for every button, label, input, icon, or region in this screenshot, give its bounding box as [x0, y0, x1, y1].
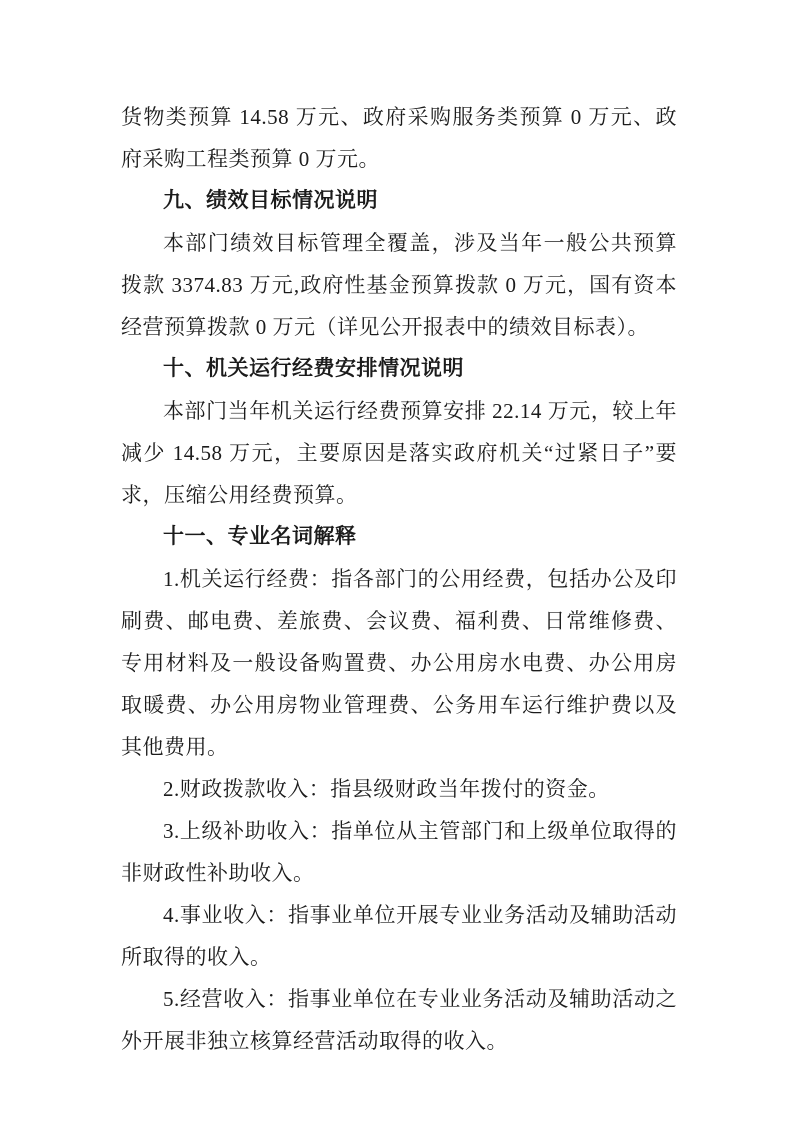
paragraph-performance-targets: 本部门绩效目标管理全覆盖，涉及当年一般公共预算拨款 3374.83 万元,政府性基金预算拨款 0 万元，国有资本经营预算拨款 0 万元（详见公开报表中的绩效目标表）。: [121, 231, 677, 339]
section-heading-ten-operating-funds: 十、机关运行经费安排情况说明: [163, 357, 464, 380]
paragraph-procurement-continuation: 货物类预算 14.58 万元、政府采购服务类预算 0 万元、政府采购工程类预算 0 万元。: [121, 105, 677, 171]
paragraph-term-4-institutional-income: 4.事业收入：指事业单位开展专业业务活动及辅助活动所取得的收入。: [121, 903, 677, 969]
paragraph-term-2-fiscal-appropriation-income: 2.财政拨款收入：指县级财政当年拨付的资金。: [163, 777, 610, 801]
paragraph-operating-funds: 本部门当年机关运行经费预算安排 22.14 万元，较上年减少 14.58 万元，主要原因是落实政府机关“过紧日子”要求，压缩公用经费预算。: [121, 399, 677, 507]
section-heading-nine-performance-targets: 九、绩效目标情况说明: [163, 189, 378, 212]
paragraph-term-3-superior-subsidy-income: 3.上级补助收入：指单位从主管部门和上级单位取得的非财政性补助收入。: [121, 819, 677, 885]
paragraph-term-5-operating-income: 5.经营收入：指事业单位在专业业务活动及辅助活动之外开展非独立核算经营活动取得的收入。: [121, 987, 677, 1053]
paragraph-term-1-operating-funds: 1.机关运行经费：指各部门的公用经费，包括办公及印刷费、邮电费、差旅费、会议费、福利费、日常维修费、专用材料及一般设备购置费、办公用房水电费、办公用房取暖费、办公用房物业管理费、公务用车运行维护费以及其他费用。: [121, 567, 677, 759]
document-content: [121, 96, 677, 1062]
section-heading-eleven-terminology: 十一、专业名词解释: [163, 525, 357, 548]
